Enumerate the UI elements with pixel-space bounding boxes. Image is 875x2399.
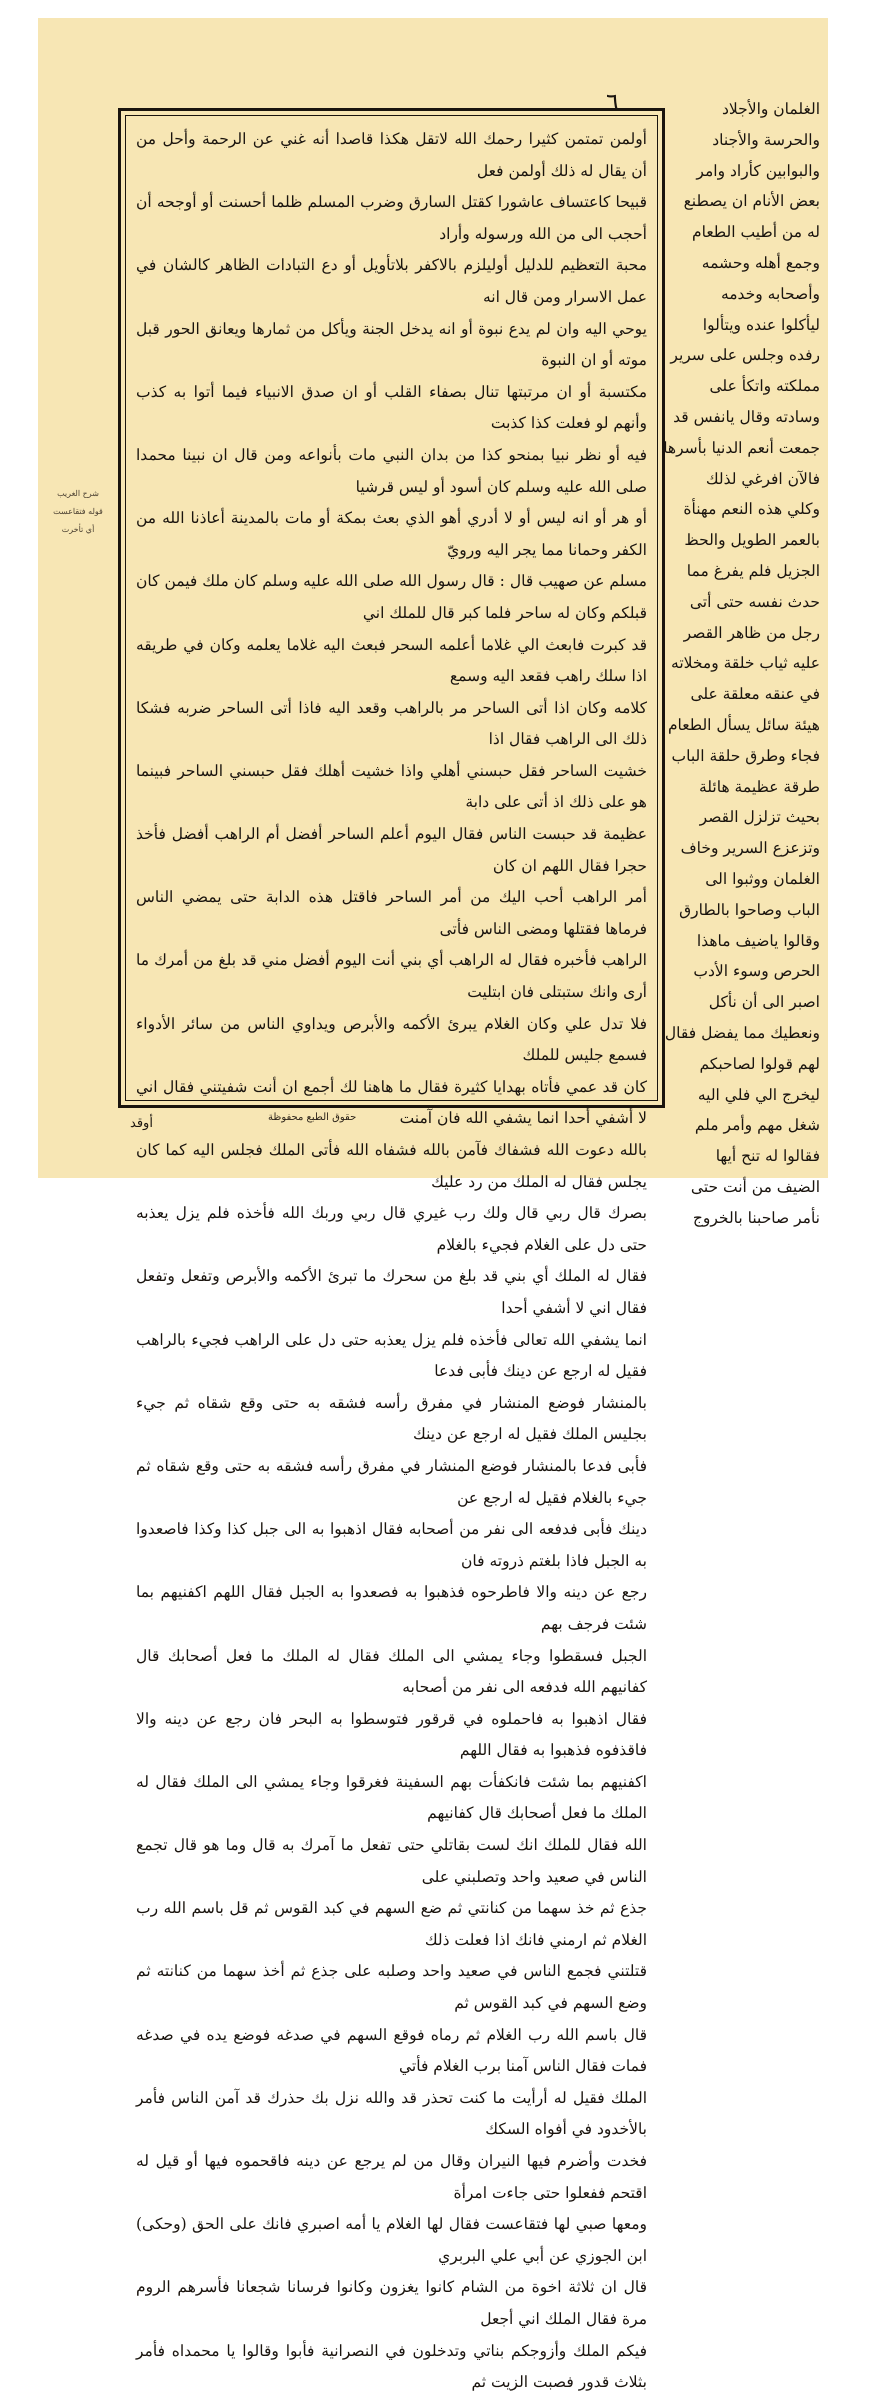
main-text-line: أولمن تمتمن كثيرا رحمك الله لاتقل هكذا قاصدا أنه غني عن الرحمة وأحل من أن يقال له ذلك أولمن فعل (136, 130, 647, 180)
main-text-line: فأبى فدعا بالمنشار فوضع المنشار في مفرق رأسه فشقه به حتى وقع شقاه ثم جيء بالغلام فقيل له ارجع عن (136, 1456, 647, 1507)
main-text (136, 124, 647, 2399)
side-column-line: ليخرج الي فلي اليه (697, 1085, 820, 1104)
marginal-note: قوله فتقاعست (53, 507, 103, 516)
side-column-line: الباب وصاحوا بالطارق (679, 900, 820, 919)
side-column-line: الغلمان ووثبوا الى (705, 869, 820, 888)
main-text-line: قال ان ثلاثة اخوة من الشام كانوا يغزون وكانوا فرسانا شجعانا فأسرهم الروم مرة فقال الملك اني أجعل (136, 2278, 647, 2328)
main-text-line: قال باسم الله رب الغلام ثم رماه فوقع السهم في صدغه فوضع يده في صدغه فمات فقال الناس آمنا برب الغلام فأتي (136, 2025, 647, 2076)
main-text-line: الجبل فسقطوا وجاء يمشي الى الملك فقال له الملك ما فعل أصحابك قال كفانيهم الله فدفعه الى نفر من أصحابه (136, 1646, 647, 1697)
main-text-line: بصرك قال ربي قال ولك رب غيري قال ربي وربك الله فأخذه فلم يزل يعذبه حتى دل على الغلام فجيء بالغلام (136, 1204, 647, 1254)
main-text-line: الملك فقيل له أرأيت ما كنت تحذر قد والله نزل بك حذرك قد آمن الناس فأمر بالأخدود في أفواه السكك (136, 2088, 647, 2139)
side-column-line: رفده وجلس على سرير (670, 346, 820, 365)
main-text-line: قتلتني فجمع الناس في صعيد واحد وصلبه على جذع ثم أخذ سهما من كنانته ثم وضع السهم في كبد القوس ثم (136, 1962, 647, 2013)
side-column-line: الضيف من أنت حتى (690, 1177, 820, 1196)
main-text-line: محبة التعظيم للدليل أوليلزم بالاكفر بلاتأويل أو دع التبادات الظاهر كالشان في عمل الاسرار ومن قال انه (136, 256, 647, 306)
main-text-line: انما يشفي الله تعالى فأخذه فلم يزل يعذبه حتى دل على الراهب فجيء بالراهب فقيل له ارجع عن دينك فأبى فدعا (136, 1330, 647, 1381)
side-column-line: الغلمان والأجلاد (722, 100, 820, 118)
main-text-line: أو هر أو انه ليس أو لا أدري أهو الذي بعث بمكة أو مات بالمدينة أعاذنا الله من الكفر وحمانا مما يجر اليه ورويّ (136, 509, 647, 559)
main-text-line: فلا تدل علي وكان الغلام يبرئ الأكمه والأبرص ويداوي الناس من سائر الأدواء فسمع جليس للملك (136, 1014, 647, 1065)
main-text-line: عظيمة قد حبست الناس فقال اليوم أعلم الساحر أفضل أم الراهب أفضل فأخذ حجرا فقال اللهم ان كان (136, 825, 647, 875)
side-column-line: في عنقه معلقة على (690, 685, 820, 704)
main-text-line: فيكم الملك وأزوجكم بناتي وتدخلون في النصرانية فأبوا وقالوا يا محمداه فأمر بثلاث قدور فصبت الزيت ثم (136, 2341, 647, 2392)
main-text-line: فقال له الملك أي بني قد بلغ من سحرك ما تبرئ الأكمه والأبرص وتفعل وتفعل فقال اني لا أشفي أحدا (136, 1267, 647, 1317)
side-column-line: بالعمر الطويل والحظ (684, 531, 820, 550)
side-column-line: الحرص وسوء الأدب (693, 962, 820, 981)
side-column-line: الجزيل فلم يفرغ مما (686, 561, 820, 580)
footer-print-note: حقوق الطبع محفوظة (268, 1112, 357, 1123)
side-column-text (663, 94, 820, 1227)
main-text-line: مكتسبة أو ان مرتبتها تنال بصفاء القلب أو ان صدق الانبياء فيما أتوا به كذب وأنهم لو فعلت كذا كذبت (136, 382, 647, 433)
main-text-line: مسلم عن صهيب قال : قال رسول الله صلى الله عليه وسلم كان ملك فيمن كان قبلكم وكان له ساحر فلما كبر قال للملك اني (136, 572, 647, 622)
main-text-line: كلامه وكان اذا أتى الساحر مر بالراهب وقعد اليه فاذا أتى الساحر ضربه فشكا ذلك الى الراهب فقال اذا (136, 698, 647, 749)
side-column-line: وتزعزع السرير وخاف (680, 839, 820, 858)
marginal-note: شرح الغريب (57, 489, 99, 498)
main-text-line: ومعها صبي لها فتقاعست فقال لها الغلام يا أمه اصبري فانك على الحق (وحكى) ابن الجوزي عن أبي علي البربري (136, 2215, 647, 2265)
side-column-line: عليه ثياب خلقة ومخلاته (671, 654, 820, 673)
side-column-line: نأمر صاحبنا بالخروج (692, 1208, 820, 1227)
side-column-line: مملكته واتكأ على (709, 377, 820, 396)
side-column-line: لهم قولوا لصاحبكم (699, 1054, 820, 1073)
main-text-line: جذع ثم خذ سهما من كنانتي ثم ضع السهم في كبد القوس ثم قل باسم الله رب الغلام ثم ارمني فانك اذا فعلت ذلك (136, 1899, 647, 1949)
main-text-line: يوحي اليه وان لم يدع نبوة أو انه يدخل الجنة ويأكل من ثمارها ويعانق الحور قبل موته أو ان النبوة (136, 319, 647, 370)
side-column-line: بحيث تزلزل القصر (699, 808, 820, 827)
side-column-line: ليأكلوا عنده ويتألوا (702, 315, 820, 334)
side-column-line: حدث نفسه حتى أتى (689, 592, 820, 611)
main-text-line: قبيحا كاعتساف عاشورا كقتل السارق وضرب المسلم ظلما أحسنت أو أوجحه أن أحجب الى من الله ورسوله وأراد (136, 193, 647, 243)
left-marginal-notes (40, 488, 116, 542)
main-text-line: فيه أو نظر نبيا بمنحو كذا من بدان النبي مات بأنواعه ومن قال ان نبينا محمدا صلى الله عليه وسلم كان أسود أو ليس قرشيا (136, 445, 647, 496)
side-column-line: طرقة عظيمة هائلة (698, 777, 820, 796)
main-text-line: كان قد عمي فأتاه بهدايا كثيرة فقال ما هاهنا لك أجمع ان أنت شفيتني فقال اني لا أشفي أحدا انما يشفي الله فان آمنت (136, 1077, 647, 1128)
side-column-line: فالآن افرغي لذلك (705, 469, 820, 488)
main-text-line: الله فقال للملك انك لست بقاتلي حتى تفعل ما آمرك به قال وما هو قال تجمع الناس في صعيد واحد وتصلبني على (136, 1836, 647, 1886)
side-column-line: جمعت أنعم الدنيا بأسرها (663, 438, 820, 457)
side-column-line: وسادته وقال يانفس قد (673, 407, 820, 426)
side-column-line: شغل مهم وأمر ملم (694, 1116, 820, 1135)
page-number: ٦ (606, 88, 619, 116)
side-column-line: بعض الأنام ان يصطنع (683, 192, 820, 211)
main-text-line: أمر الراهب أحب اليك من أمر الساحر فاقتل هذه الدابة حتى يمضي الناس فرماها فقتلها ومضى الناس فأتى (136, 888, 647, 938)
side-column-line: اصبر الى أن نأكل (708, 993, 820, 1012)
side-column-line: والحرسة والأجناد (712, 130, 820, 149)
side-column-line: هيئة سائل يسأل الطعام (667, 715, 820, 734)
side-column-line: ونعطيك مما يفضل فقال (664, 1023, 820, 1042)
main-text-line: دينك فأبى فدفعه الى نفر من أصحابه فقال اذهبوا به الى جبل كذا وكذا فاصعدوا به الجبل فاذا بلغتم ذروته فان (136, 1520, 647, 1570)
main-text-line: بالله دعوت الله فشفاك فآمن بالله فشفاه الله فأتى الملك فجلس اليه كما كان يجلس فقال له الملك من رد عليك (136, 1141, 647, 1191)
side-column-line: وقالوا ياضيف ماهذا (696, 931, 820, 950)
side-column-line: رجل من ظاهر القصر (683, 623, 820, 642)
page-sheet (38, 18, 828, 2392)
main-text-line: فقال اذهبوا به فاحملوه في قرقور فتوسطوا به البحر فان رجع عن دينه والا فاقذفوه فذهبوا به فقال اللهم (136, 1709, 647, 1760)
side-column-line: له من أطيب الطعام (692, 223, 820, 242)
main-text-line: خشيت الساحر فقل حبسني أهلي واذا خشيت أهلك فقل حبسني الساحر فبينما هو على ذلك اذ أتى على دابة (136, 761, 647, 812)
side-column-line: وأصحابه وخدمه (720, 284, 820, 303)
marginal-note: أي تأخرت (61, 525, 95, 534)
main-text-line: قد كبرت فابعث الي غلاما أعلمه السحر فبعث اليه غلاما يعلمه وكان في طريقه اذا سلك راهب فقعد اليه وسمع (136, 635, 647, 686)
main-text-line: رجع عن دينه والا فاطرحوه فذهبوا به فصعدوا به الجبل فقال اللهم اكفنيهم بما شئت فرجف بهم (136, 1583, 647, 1633)
catchword: أوقد (130, 1116, 153, 1131)
side-column-line: وجمع أهله وحشمه (701, 253, 820, 272)
side-column-line: والبوابين كأراد وامر (696, 161, 820, 180)
main-text-line: الراهب فأخبره فقال له الراهب أي بني أنت اليوم أفضل مني قد بلغ من أمرك ما أرى وانك ستبتلى فان ابتليت (136, 951, 647, 1002)
side-column-line: وكلي هذه النعم مهنأة (683, 500, 820, 519)
main-text-line: فخدت وأضرم فيها النيران وقال من لم يرجع عن دينه فاقحموه فيها أو قيل له اقتحم ففعلوا حتى جاءت امرأة (136, 2152, 647, 2202)
side-column-line: فجاء وطرق حلقة الباب (671, 746, 820, 765)
main-text-line: بالمنشار فوضع المنشار في مفرق رأسه فشقه به حتى وقع شقاه ثم جيء بجليس الملك فقيل له ارجع عن دينك (136, 1393, 647, 1444)
side-column-line: فقالوا له تنح أيها (715, 1147, 820, 1166)
main-text-line: اكفنيهم بما شئت فانكفأت بهم السفينة فغرقوا وجاء يمشي الى الملك فقال له الملك ما فعل أصحابك قال كفانيهم (136, 1772, 647, 1823)
